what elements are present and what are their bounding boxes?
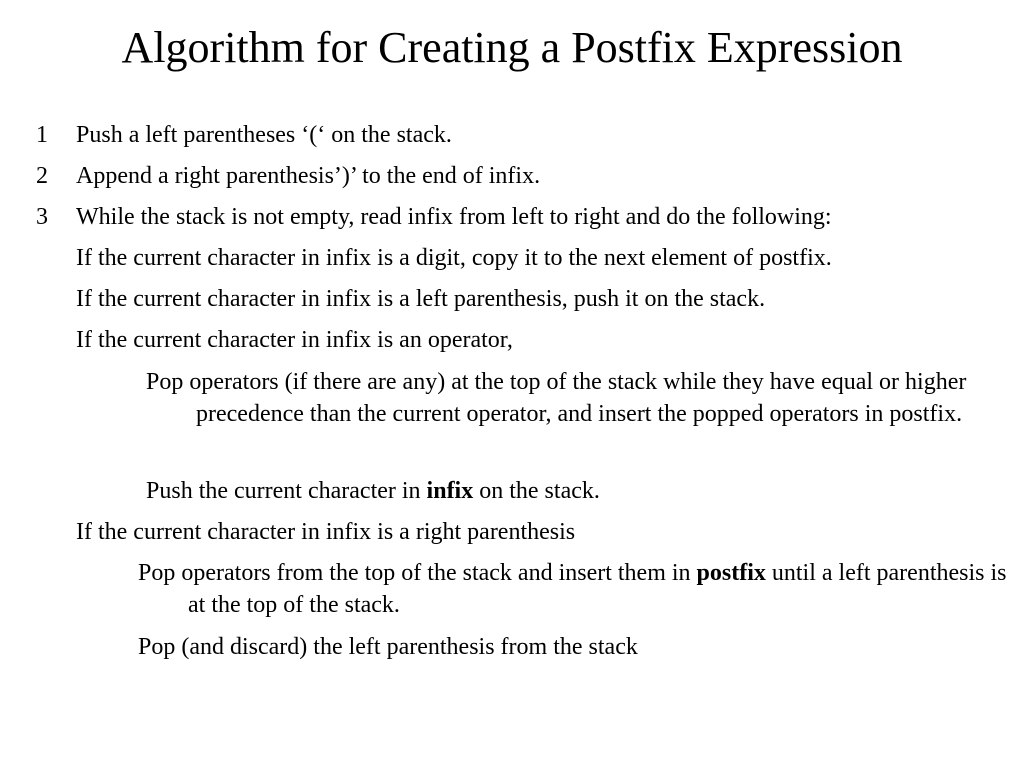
step-number: 1 (36, 122, 48, 148)
substep-right-paren-discard: Pop (and discard) the left parenthesis from the stack (138, 634, 638, 660)
substep-operator-push (146, 475, 600, 507)
step-text: Append a right parenthesis’)’ to the end of infix. (76, 163, 541, 189)
substep-right-paren-pop (138, 557, 1022, 621)
substep-operator-pop: Pop operators (if there are any) at the top of the stack while they have equal or higher precedence than the current operator, and insert the popped operators in postfix. (146, 369, 967, 427)
bold-term-infix: infix (426, 478, 474, 504)
substep-right-paren: If the current character in infix is a right parenthesis (76, 519, 576, 545)
step-number: 2 (36, 163, 48, 189)
step-text: While the stack is not empty, read infix from left to right and do the following: (76, 204, 832, 230)
substep-digit: If the current character in infix is a digit, copy it to the next element of postfix. (76, 245, 832, 271)
text-segment: until a left parenthesis is at the top of the stack. (188, 560, 1007, 618)
step-number: 3 (36, 204, 48, 230)
substep-operator: If the current character in infix is an operator, (76, 327, 513, 353)
text-segment: Push the current character in (146, 478, 427, 504)
substep-left-paren: If the current character in infix is a left parenthesis, push it on the stack. (76, 286, 766, 312)
text-segment: Pop operators from the top of the stack and insert them in (138, 560, 697, 586)
text-segment: on the stack. (473, 478, 600, 504)
bold-term-postfix: postfix (696, 560, 766, 586)
step-text: Push a left parentheses ‘(‘ on the stack. (76, 122, 452, 148)
slide-title: Algorithm for Creating a Postfix Expression (121, 23, 903, 72)
